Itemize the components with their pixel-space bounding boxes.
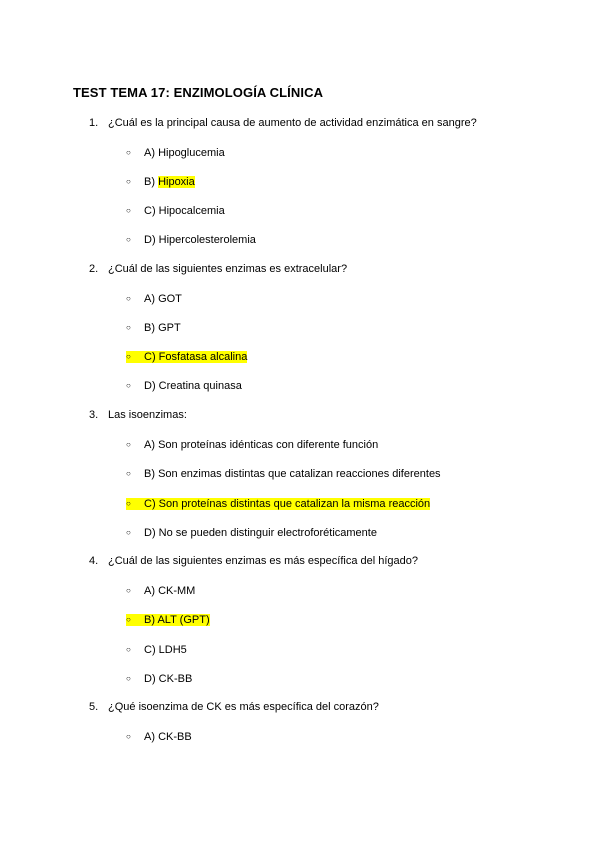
bullet-icon: ○ (126, 177, 131, 186)
question-5 (89, 701, 379, 713)
option-text: ALT (GPT) (157, 614, 210, 626)
option-letter: A) (144, 731, 155, 743)
option-2c (126, 350, 247, 364)
option-2b (126, 321, 181, 335)
option-text: Son proteínas distintas que catalizan la misma reacción (158, 498, 431, 510)
option-5a (126, 730, 192, 744)
option-text: Son enzimas distintas que catalizan reacciones diferentes (158, 468, 441, 480)
bullet-icon: ○ (126, 206, 131, 215)
option-text: Hipoglucemia (158, 147, 225, 159)
option-3b (126, 467, 441, 481)
option-2a (126, 292, 182, 306)
option-letter: C) (144, 644, 156, 656)
question-number: 3. (89, 409, 99, 421)
option-letter: D) (144, 234, 156, 246)
bullet-icon: ○ (126, 586, 131, 595)
option-letter: A) (144, 585, 155, 597)
option-4b (126, 613, 210, 627)
bullet-icon: ○ (126, 323, 131, 332)
question-number: 2. (89, 263, 99, 275)
page-title: TEST TEMA 17: ENZIMOLOGÍA CLÍNICA (73, 85, 324, 100)
highlighted-answer-text: Hipoxia (158, 176, 195, 188)
bullet-icon: ○ (126, 235, 131, 244)
question-2 (89, 263, 347, 275)
question-3 (89, 409, 187, 421)
bullet-icon: ○ (126, 381, 131, 390)
bullet-icon: ○ (126, 528, 131, 537)
question-number: 4. (89, 555, 99, 567)
question-number: 5. (89, 701, 99, 713)
option-text: Fosfatasa alcalina (158, 351, 248, 363)
bullet-icon: ○ (126, 294, 131, 303)
question-number: 1. (89, 117, 99, 129)
highlighted-answer (126, 498, 430, 510)
option-text: Creatina quinasa (158, 380, 242, 392)
option-text: Son proteínas idénticas con diferente función (158, 439, 379, 451)
question-text: Las isoenzimas: (108, 409, 187, 421)
option-letter: C) (144, 498, 156, 510)
option-text: Hipercolesterolemia (158, 234, 256, 246)
bullet-icon: ○ (126, 440, 131, 449)
option-text: No se pueden distinguir electroforéticamente (158, 527, 377, 539)
option-3a (126, 438, 378, 452)
option-3d (126, 526, 377, 540)
option-text: LDH5 (158, 644, 187, 656)
option-letter: C) (144, 205, 156, 217)
question-1 (89, 117, 477, 129)
question-text: ¿Qué isoenzima de CK es más específica del corazón? (108, 701, 379, 713)
bullet-icon: ○ (126, 674, 131, 683)
question-text: ¿Cuál de las siguientes enzimas es extracelular? (108, 263, 348, 275)
option-text: Hipocalcemia (158, 205, 225, 217)
option-letter: A) (144, 439, 155, 451)
option-4a (126, 584, 195, 598)
option-letter: D) (144, 380, 156, 392)
option-text: CK-MM (158, 585, 196, 597)
highlighted-answer (126, 614, 210, 626)
bullet-icon: ○ (126, 645, 131, 654)
question-4 (89, 555, 418, 567)
bullet-icon: ○ (126, 499, 131, 508)
question-text: ¿Cuál es la principal causa de aumento de actividad enzimática en sangre? (108, 117, 477, 129)
option-4d (126, 672, 192, 686)
option-letter: B) (144, 614, 155, 626)
option-letter: B) (144, 176, 155, 188)
option-letter: C) (144, 351, 156, 363)
option-4c (126, 643, 187, 657)
bullet-icon: ○ (126, 732, 131, 741)
option-1a (126, 146, 225, 160)
option-1c (126, 204, 225, 218)
option-1d (126, 233, 256, 247)
question-text: ¿Cuál de las siguientes enzimas es más específica del hígado? (108, 555, 419, 567)
option-1b (126, 175, 195, 189)
option-text: GPT (158, 322, 181, 334)
option-letter: B) (144, 468, 155, 480)
bullet-icon: ○ (126, 615, 131, 624)
bullet-icon: ○ (126, 352, 131, 361)
bullet-icon: ○ (126, 148, 131, 157)
option-letter: A) (144, 293, 155, 305)
option-text: GOT (158, 293, 182, 305)
bullet-icon: ○ (126, 469, 131, 478)
option-letter: B) (144, 322, 155, 334)
option-text: CK-BB (158, 673, 193, 685)
option-2d (126, 379, 242, 393)
option-text: CK-BB (158, 731, 192, 743)
highlighted-answer (126, 351, 247, 363)
option-letter: D) (144, 673, 156, 685)
option-letter: A) (144, 147, 155, 159)
option-3c (126, 497, 430, 511)
option-letter: D) (144, 527, 156, 539)
